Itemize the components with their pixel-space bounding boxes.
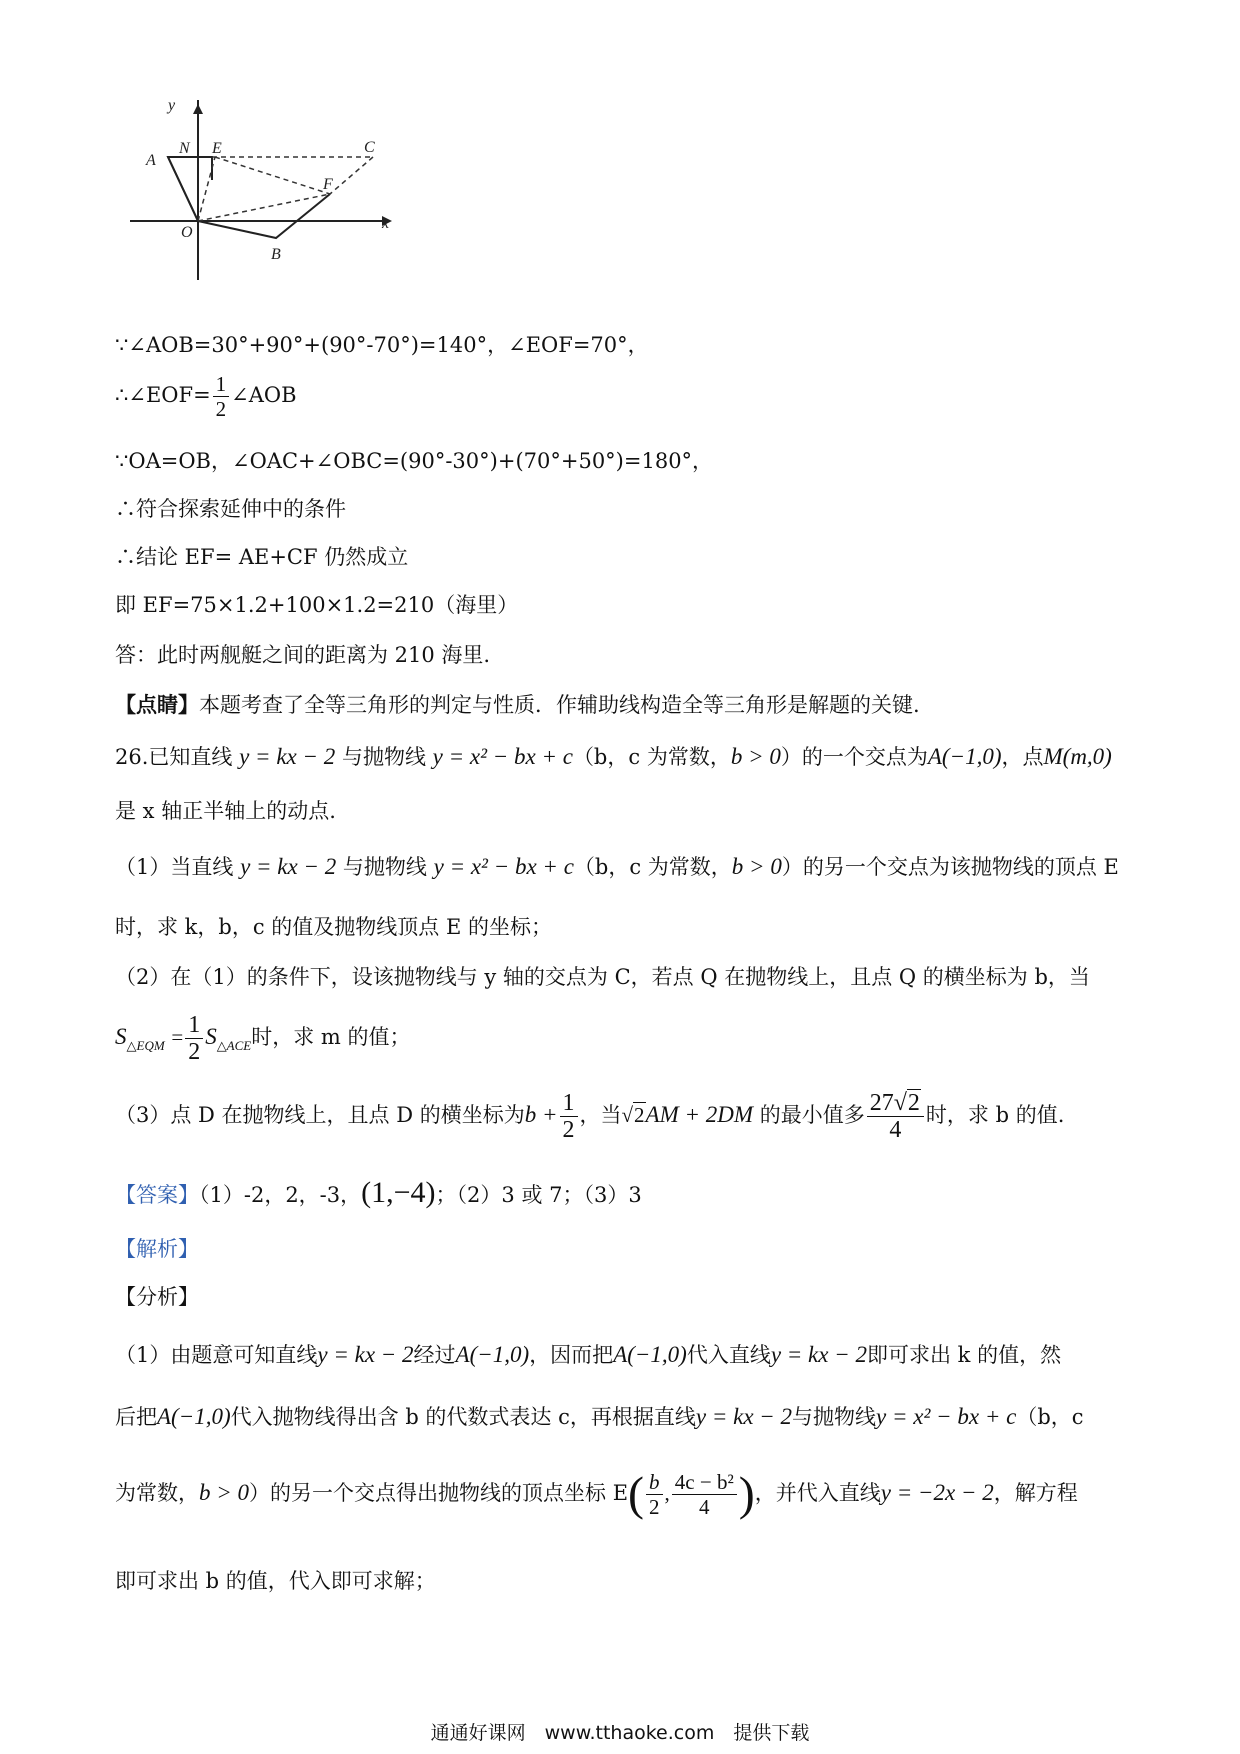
p3-d: 的最小值多 <box>759 1103 865 1127</box>
vertex-coordinate: (1,−4) <box>361 1176 436 1209</box>
solution-line-5: ∴结论 EF= AE+CF 仍然成立 <box>115 545 409 569</box>
ana1-d: 代入直线 <box>686 1343 771 1367</box>
p3-expression: AM + 2DM <box>645 1102 754 1127</box>
vertex-x-fraction: $\frac{b}{2}$ <box>646 1470 663 1519</box>
ana2-pointA: A(−1,0) <box>157 1404 231 1429</box>
p3-numerator: 1 <box>560 1090 578 1117</box>
label-E: E <box>212 140 222 157</box>
area-EQM: $S_{\triangle EQM}$ <box>115 1024 165 1053</box>
line-2-suffix: ∠AOB <box>231 383 297 407</box>
p1-parabola-equation: y = x² − bx + c <box>433 854 574 879</box>
analysis-line-4: 即可求出 b 的值，代入即可求解； <box>115 1569 436 1593</box>
parabola-equation: y = x² − bx + c <box>432 744 573 769</box>
ana2-parab: y = x² − bx + c <box>876 1404 1017 1429</box>
p1-line-equation: y = kx − 2 <box>240 854 337 879</box>
fraction-numerator: 1 <box>213 372 230 397</box>
ana3-a: 为常数， <box>115 1481 199 1505</box>
p1-c: （b，c 为常数， <box>573 855 732 879</box>
answer-tag: 【答案】 <box>115 1183 199 1207</box>
area-ACE: $S_{\triangle ACE}$ <box>205 1024 252 1053</box>
q26-rest: ）的一个交点为 <box>780 745 928 769</box>
label-y: y <box>168 100 176 114</box>
part-1-line-1 <box>115 852 1119 882</box>
label-C: C <box>364 139 375 156</box>
geometry-figure <box>130 100 410 280</box>
segment-A-N-O <box>168 157 212 221</box>
analysis-line-3: 为常数，b > 0）的另一个交点得出抛物线的顶点坐标 E( $\frac{b}{2}$ , $\frac{\text{4c − b²}}{4}$ )，并代入直线y = −2x − 2，解方程 <box>115 1467 1078 1521</box>
solution-line-4: ∴符合探索延伸中的条件 <box>115 497 346 521</box>
p1-b-positive: b > 0 <box>731 854 782 879</box>
label-N: N <box>179 140 190 157</box>
fraction-27-root2-over-4 <box>867 1090 924 1143</box>
vertex-y-fraction: $\frac{\text{4c − b²}}{4}$ <box>672 1470 737 1519</box>
ana1-eq1: y = kx − 2 <box>317 1342 414 1367</box>
ana3-d: ，解方程 <box>993 1481 1078 1505</box>
ana3-b-positive: b > 0 <box>199 1480 250 1505</box>
fraction-half-2 <box>185 1012 203 1065</box>
dianjing-tag: 【点睛】 <box>115 692 199 717</box>
fraction-denominator: 2 <box>215 397 227 421</box>
question-26-line-2: 是 x 轴正半轴上的动点. <box>115 799 336 823</box>
point-M: M(m,0) <box>1043 744 1112 769</box>
ana2-c: 与抛物线 <box>792 1405 877 1429</box>
segment-O-B-F <box>198 194 330 238</box>
dianjing-text: 本题考查了全等三角形的判定与性质．作辅助线构造全等三角形是解题的关键. <box>199 693 920 717</box>
dashed-EF <box>215 157 330 194</box>
p2-numerator: 1 <box>185 1012 203 1039</box>
p3-denominator: 2 <box>562 1117 575 1143</box>
answer-a: （1）-2，2，-3， <box>199 1183 362 1207</box>
q26-cond: （b，c 为常数， <box>572 745 731 769</box>
ana1-c: ，因而把 <box>529 1343 614 1367</box>
p3-b-plus: b + <box>524 1102 558 1127</box>
segment-OA <box>168 157 198 221</box>
ana1-b: 经过 <box>413 1343 456 1367</box>
p3-fraction-numerator: 27√2 <box>867 1090 924 1117</box>
ana2-a: 后把 <box>115 1405 157 1429</box>
label-O: O <box>181 224 193 241</box>
b-positive: b > 0 <box>730 744 781 769</box>
label-A: A <box>146 152 156 169</box>
part-2-line-2 <box>115 1012 411 1065</box>
jiexi-tag: 【解析】 <box>115 1237 199 1261</box>
ana1-pointA-2: A(−1,0) <box>613 1342 687 1367</box>
page-footer: 通通好课网 www.tthaoke.com 提供下载 <box>430 1722 810 1744</box>
question-26-line-1 <box>115 742 1112 772</box>
ana1-a: （1）由题意可知直线 <box>115 1343 318 1367</box>
analysis-line-2 <box>115 1402 1084 1432</box>
p1-d: ）的另一个交点为该抛物线的顶点 E <box>781 855 1119 879</box>
left-paren: ( <box>628 1467 645 1521</box>
ana1-eq2: y = kx − 2 <box>770 1342 867 1367</box>
p3-fraction-denominator: 4 <box>889 1117 902 1143</box>
sqrt-2: √2 <box>621 1103 645 1127</box>
label-x: x <box>382 215 390 232</box>
fenxi-tag: 【分析】 <box>115 1285 199 1309</box>
q26-mid: 与抛物线 <box>341 745 426 769</box>
q26-lead: 26.已知直线 <box>115 745 233 769</box>
y-axis-arrow <box>193 104 203 114</box>
p1-b: 与抛物线 <box>342 855 427 879</box>
ana3-eq: y = −2x − 2 <box>880 1480 994 1505</box>
part-2-line-1: （2）在（1）的条件下，设该抛物线与 y 轴的交点为 C，若点 Q 在抛物线上，且点 Q 的横坐标为 b，当 <box>115 965 1090 989</box>
solution-line-1: ∵∠AOB=30°+90°+(90°-70°)=140°，∠EOF=70°， <box>115 333 649 357</box>
dianjing-paragraph <box>115 690 920 720</box>
analysis-line-1 <box>115 1340 1061 1370</box>
line-equation: y = kx − 2 <box>239 744 336 769</box>
ana2-d: （b，c <box>1016 1405 1084 1429</box>
point-A: A(−1,0) <box>927 744 1002 769</box>
label-B: B <box>271 246 281 263</box>
label-F: F <box>323 176 333 193</box>
p2-tail: 时，求 m 的值； <box>251 1025 411 1049</box>
answer-b: ；（2）3 或 7；（3）3 <box>435 1183 642 1207</box>
ana2-b: 代入抛物线得出含 b 的代数式表达 c，再根据直线 <box>230 1405 696 1429</box>
fraction-half-3 <box>560 1090 578 1143</box>
right-paren: ) <box>738 1467 755 1521</box>
part-1-line-2: 时，求 k，b，c 的值及抛物线顶点 E 的坐标； <box>115 915 552 939</box>
q26-pointM-pre: ，点 <box>1001 745 1044 769</box>
answer-line <box>115 1178 642 1210</box>
p1-a: （1）当直线 <box>115 855 234 879</box>
line-2-prefix: ∴∠EOF= <box>115 383 211 407</box>
solution-answer-line: 答：此时两舰艇之间的距离为 210 海里. <box>115 643 491 667</box>
p2-denominator: 2 <box>188 1039 201 1065</box>
fraction-half <box>213 372 230 421</box>
dashed-OE <box>198 157 215 221</box>
equals-sign: = <box>171 1025 184 1049</box>
solution-line-6: 即 EF=75×1.2+100×1.2=210（海里） <box>115 593 519 617</box>
ana3-b: ）的另一个交点得出抛物线的顶点坐标 E <box>249 1481 629 1505</box>
dashed-OF <box>198 194 330 221</box>
p3-e: 时，求 b 的值. <box>925 1103 1065 1127</box>
ana1-pointA-1: A(−1,0) <box>455 1342 530 1367</box>
ana1-e: 即可求出 k 的值，然 <box>867 1343 1062 1367</box>
p3-c: ，当 <box>579 1103 622 1127</box>
ana3-c: ，并代入直线 <box>754 1481 881 1505</box>
ana2-eq: y = kx − 2 <box>695 1404 793 1429</box>
p3-a: （3）点 D 在抛物线上，且点 D 的横坐标为 <box>115 1103 525 1127</box>
solution-line-2 <box>115 372 297 421</box>
dashed-CF <box>330 157 373 194</box>
part-3-line <box>115 1090 1064 1143</box>
solution-line-3: ∵OA=OB，∠OAC+∠OBC=(90°-30°)+(70°+50°)=180°， <box>115 449 714 473</box>
